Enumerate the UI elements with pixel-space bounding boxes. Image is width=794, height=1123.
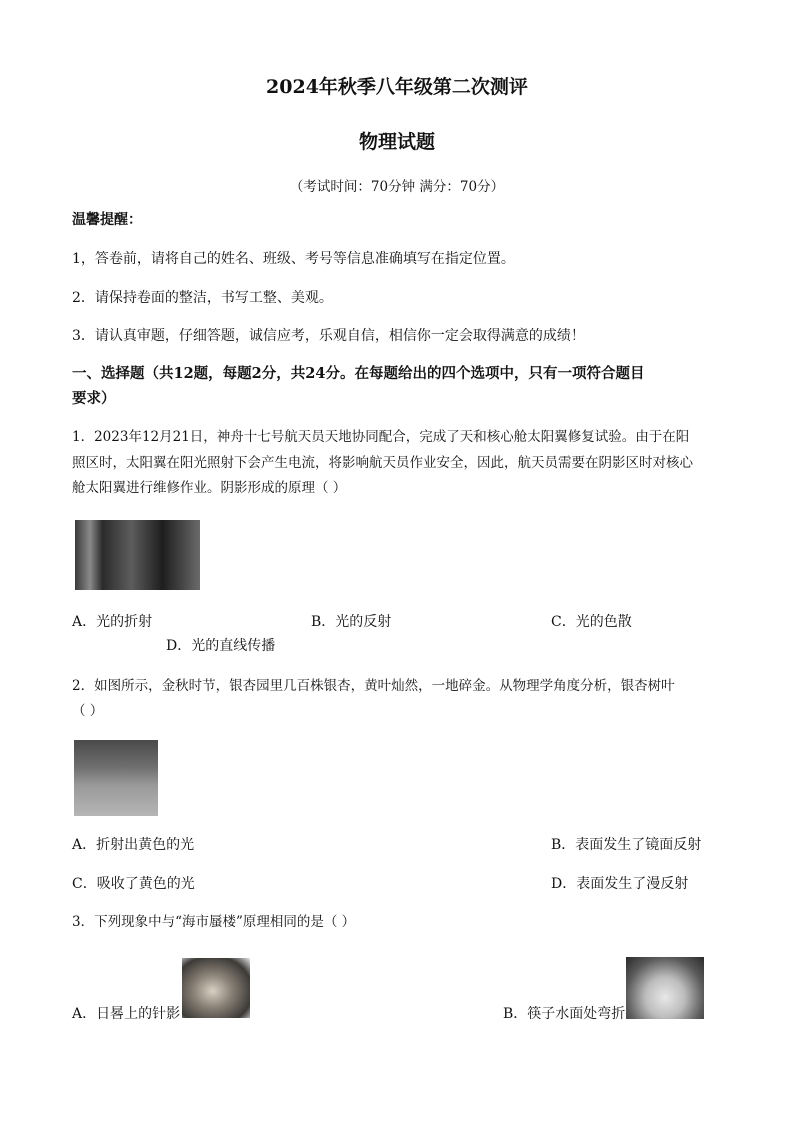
ginkgo-photo — [74, 740, 158, 816]
exam-title: 2024年秋季八年级第二次测评 — [266, 76, 528, 98]
option-d: D．光的直线传播 — [166, 638, 276, 654]
chopsticks-photo — [626, 957, 704, 1019]
tip-item: 2．请保持卷面的整洁，书写工整、美观。 — [72, 290, 333, 306]
question-text: 照区时，太阳翼在阳光照射下会产生电流，将影响航天员作业安全，因此，航天员需要在阴影区时对核心 — [72, 455, 693, 471]
tip-item: 1，答卷前，请将自己的姓名、班级、考号等信息准确填写在指定位置。 — [72, 251, 515, 267]
option-b: B．筷子水面处弯折 — [503, 1006, 626, 1022]
question-text: 舱太阳翼进行维修作业。阴影形成的原理（ ） — [72, 480, 347, 496]
option-a: A．光的折射 — [72, 614, 153, 630]
question-text: （ ） — [72, 703, 104, 719]
exam-subtitle: 物理试题 — [358, 131, 435, 153]
astronaut-photo — [75, 520, 200, 590]
option-b: B．光的反射 — [311, 614, 392, 630]
question-text: 1．2023年12月21日，神舟十七号航天员天地协同配合，完成了天和核心舱太阳翼修复试验。由于在阳 — [72, 429, 690, 445]
sundial-photo — [182, 958, 250, 1018]
tip-item: 3．请认真审题，仔细答题，诚信应考，乐观自信，相信你一定会取得满意的成绩！ — [72, 328, 585, 344]
option-a: A．折射出黄色的光 — [72, 837, 195, 853]
option-c: C．光的色散 — [551, 614, 632, 630]
option-d: D．表面发生了漫反射 — [551, 876, 689, 892]
section-heading-line: 一、选择题（共12题，每题2分，共24分。在每题给出的四个选项中，只有一项符合题目 — [72, 365, 645, 382]
section-heading-line: 要求） — [72, 390, 116, 407]
option-b: B．表面发生了镜面反射 — [551, 837, 702, 853]
question-text: 2．如图所示，金秋时节，银杏园里几百株银杏，黄叶灿然，一地碎金。从物理学角度分析，银杏树叶 — [72, 678, 675, 694]
exam-info: （考试时间：70分钟 满分：70分） — [289, 179, 505, 195]
tips-heading: 温馨提醒： — [72, 212, 142, 228]
option-c: C．吸收了黄色的光 — [72, 876, 195, 892]
question-text: 3．下列现象中与“海市蜃楼”原理相同的是（ ） — [72, 914, 356, 930]
option-a: A．日晷上的针影 — [72, 1006, 181, 1022]
